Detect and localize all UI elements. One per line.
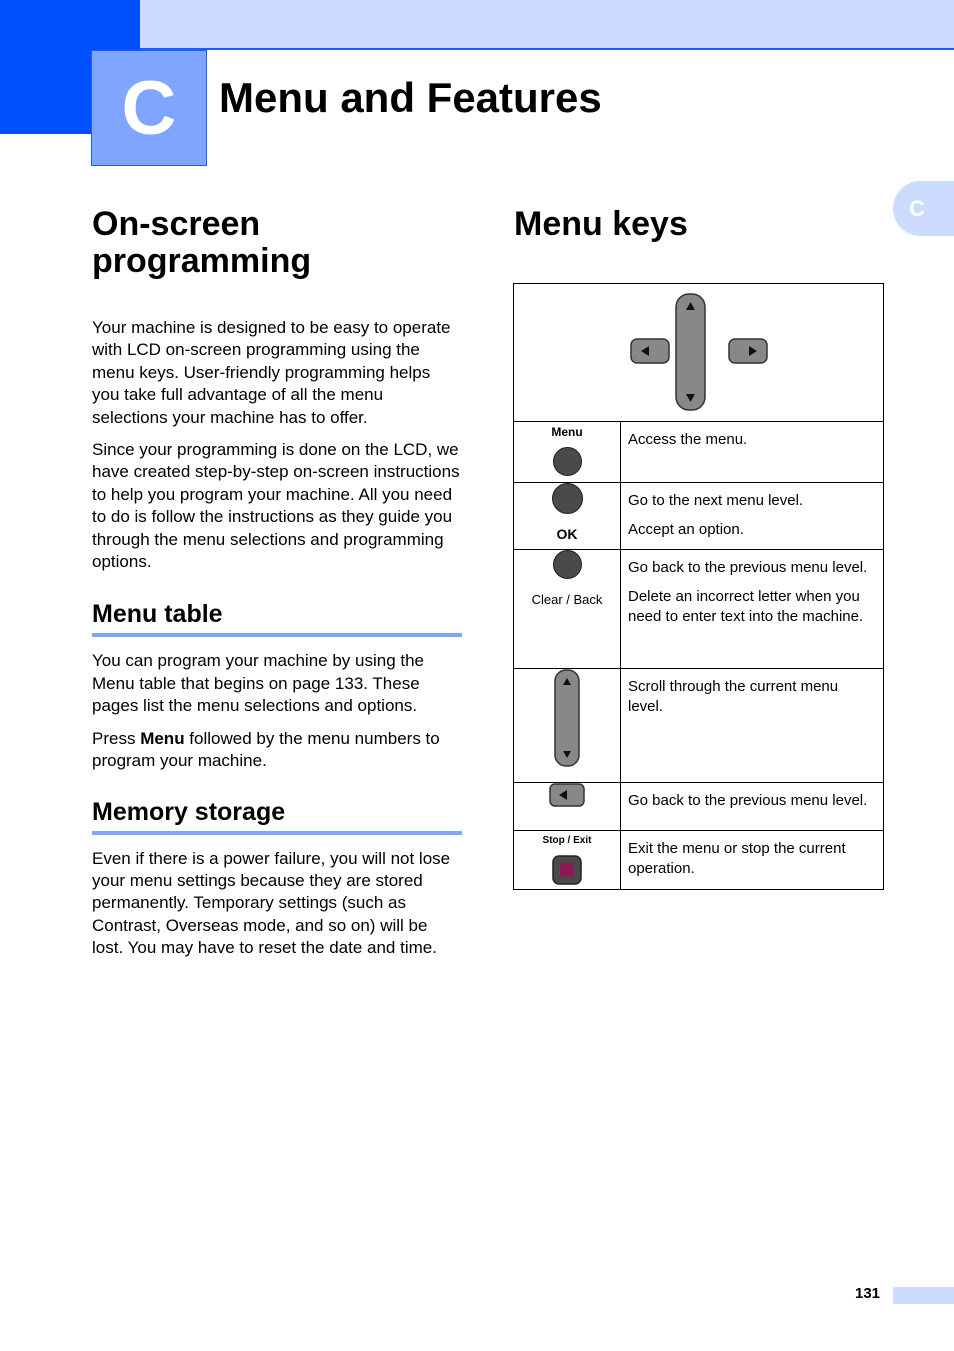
ok-key-description: Go to the next menu level. Accept an option. — [621, 483, 884, 550]
menu-key-cell — [514, 422, 621, 483]
menu-keys-table — [513, 283, 884, 890]
scroll-key-description: Scroll through the current menu level. — [621, 669, 884, 783]
menu-button-label: Menu — [551, 425, 583, 439]
stop-exit-button-label: Stop / Exit — [542, 835, 592, 846]
memory-storage-heading: Memory storage — [92, 798, 462, 835]
clear-back-key-cell — [514, 550, 621, 669]
table-row — [514, 284, 884, 422]
memory-storage-paragraph: Even if there is a power failure, you will not lose your menu settings because they are stored permanently. Temporary settings (such as Contrast, Overseas mode, and so on) will be lost. You may have to reset the date and time. — [92, 848, 451, 958]
stop-exit-button-icon — [552, 855, 582, 885]
menu-key-description: Access the menu. — [621, 422, 884, 483]
stop-exit-key-description: Exit the menu or stop the current operation. — [621, 831, 884, 890]
table-row — [514, 783, 884, 831]
ok-key-cell — [514, 483, 621, 550]
menu-table-heading: Menu table — [92, 600, 462, 637]
table-row — [514, 422, 884, 483]
left-arrow-icon — [549, 783, 585, 807]
header-band — [140, 0, 954, 50]
page-number-bar — [893, 1287, 954, 1304]
table-row — [514, 831, 884, 890]
intro-paragraph-1: Your machine is designed to be easy to operate with LCD on-screen programming using the menu keys. User-friendly programming helps you take full advantage of all the menu selections your machine has to offer. — [92, 318, 451, 427]
menu-key-name: Menu — [140, 728, 185, 748]
navigation-pad-cell — [514, 284, 884, 422]
chapter-side-tab: C — [893, 181, 954, 236]
table-row — [514, 669, 884, 783]
menu-table-paragraph-2: Press Menu followed by the menu numbers to program your machine. — [92, 728, 440, 771]
menu-button-icon — [553, 447, 582, 476]
scroll-key-cell — [514, 669, 621, 783]
back-arrow-key-cell — [514, 783, 621, 831]
page-number: 131 — [855, 1285, 881, 1302]
table-row — [514, 483, 884, 550]
clear-back-button-label: Clear / Back — [531, 592, 603, 607]
ok-button-label: OK — [556, 526, 578, 542]
table-row — [514, 550, 884, 669]
section-title-onscreen: On-screen programming — [92, 205, 312, 280]
chapter-letter-box: C — [91, 50, 207, 166]
stop-exit-key-cell — [514, 831, 621, 890]
navigation-pad-icon — [629, 292, 769, 414]
menu-table-paragraph-1: You can program your machine by using the Menu table that begins on page 133. These pages list the menu selections and options. — [92, 651, 425, 716]
chapter-title: Menu and Features — [219, 74, 602, 121]
section-title-menu-keys: Menu keys — [514, 205, 688, 243]
clear-back-key-description: Go back to the previous menu level. Delete an incorrect letter when you need to enter text into the machine. — [621, 550, 884, 669]
back-arrow-key-description: Go back to the previous menu level. — [621, 783, 884, 831]
right-column — [514, 206, 884, 259]
up-down-scroll-icon — [554, 669, 580, 767]
intro-paragraph-2: Since your programming is done on the LCD, we have created step-by-step on-screen instructions to help you program your machine. All you need to do is follow the instructions as they guide you through the menu selections and programming options. — [92, 440, 460, 572]
clear-back-button-icon — [553, 550, 582, 579]
left-column — [92, 206, 462, 970]
ok-button-icon — [552, 483, 583, 514]
